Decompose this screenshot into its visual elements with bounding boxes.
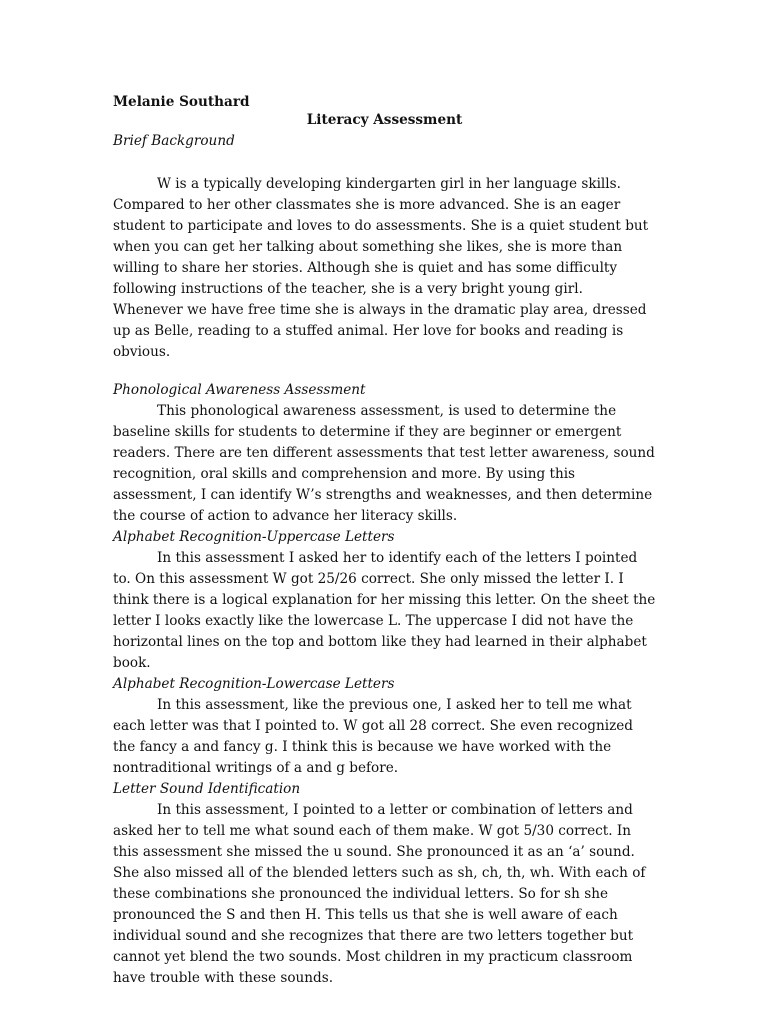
section-body-brief-background: W is a typically developing kindergarten girl in her language skills. Compared to her other classmates she is more advanced. She is an eager student to participate and loves to do assessments. She is a quiet student but when you can get her talking about something she likes, she is more than willing to share her stories. Although she is quiet and has some difficulty following instructions of the teacher, she is a very bright young girl. Whenever we have free time she is always in the dramatic play area, dressed up as Belle, reading to a stuffed animal. Her love for books and reading is obvious.: [113, 176, 649, 360]
section-body-lowercase-letters: In this assessment, like the previous one, I asked her to tell me what each letter was that I pointed to. W got all 28 correct. She even recognized the fancy a and fancy g. I think this is because we have worked with the nontraditional writings of a and g before.: [113, 697, 634, 776]
document-page: [113, 92, 656, 989]
author-name: Melanie Southard: [113, 94, 250, 110]
section-heading-letter-sound-identification: Letter Sound Identification: [113, 781, 301, 797]
document-title: Literacy Assessment: [306, 112, 463, 128]
section-heading-brief-background: Brief Background: [113, 133, 235, 149]
section-heading-phonological-awareness: Phonological Awareness Assessment: [113, 382, 366, 398]
section-body-uppercase-letters: In this assessment I asked her to identify each of the letters I pointed to. On this assessment W got 25/26 correct. She only missed the letter I. I think there is a logical explanation for her missing this letter. On the sheet the letter I looks exactly like the lowercase L. The uppercase I did not have the horizontal lines on the top and bottom like they had learned in their alphabet book.: [113, 550, 656, 671]
spacer: [113, 152, 656, 174]
section-body-letter-sound-identification: In this assessment, I pointed to a letter or combination of letters and asked her to tell me what sound each of them make. W got 5/30 correct. In this assessment she missed the u sound. She pronounced it as an ‘a’ sound. She also missed all of the blended letters such as sh, ch, th, wh. With each of these combinations she pronounced the individual letters. So for sh she pronounced the S and then H. This tells us that she is well aware of each individual sound and she recognizes that there are two letters together but cannot yet blend the two sounds. Most children in my practicum classroom have trouble with these sounds.: [113, 802, 646, 986]
spacer: [113, 363, 656, 380]
section-heading-uppercase-letters: Alphabet Recognition-Uppercase Letters: [113, 529, 395, 545]
section-body-phonological-awareness: This phonological awareness assessment, is used to determine the baseline skills for students to determine if they are beginner or emergent readers. There are ten different assessments that test letter awareness, sound recognition, oral skills and comprehension and more. By using this assessment, I can identify W’s strengths and weaknesses, and then determine the course of action to advance her literacy skills.: [113, 403, 655, 524]
section-heading-lowercase-letters: Alphabet Recognition-Lowercase Letters: [113, 676, 395, 692]
